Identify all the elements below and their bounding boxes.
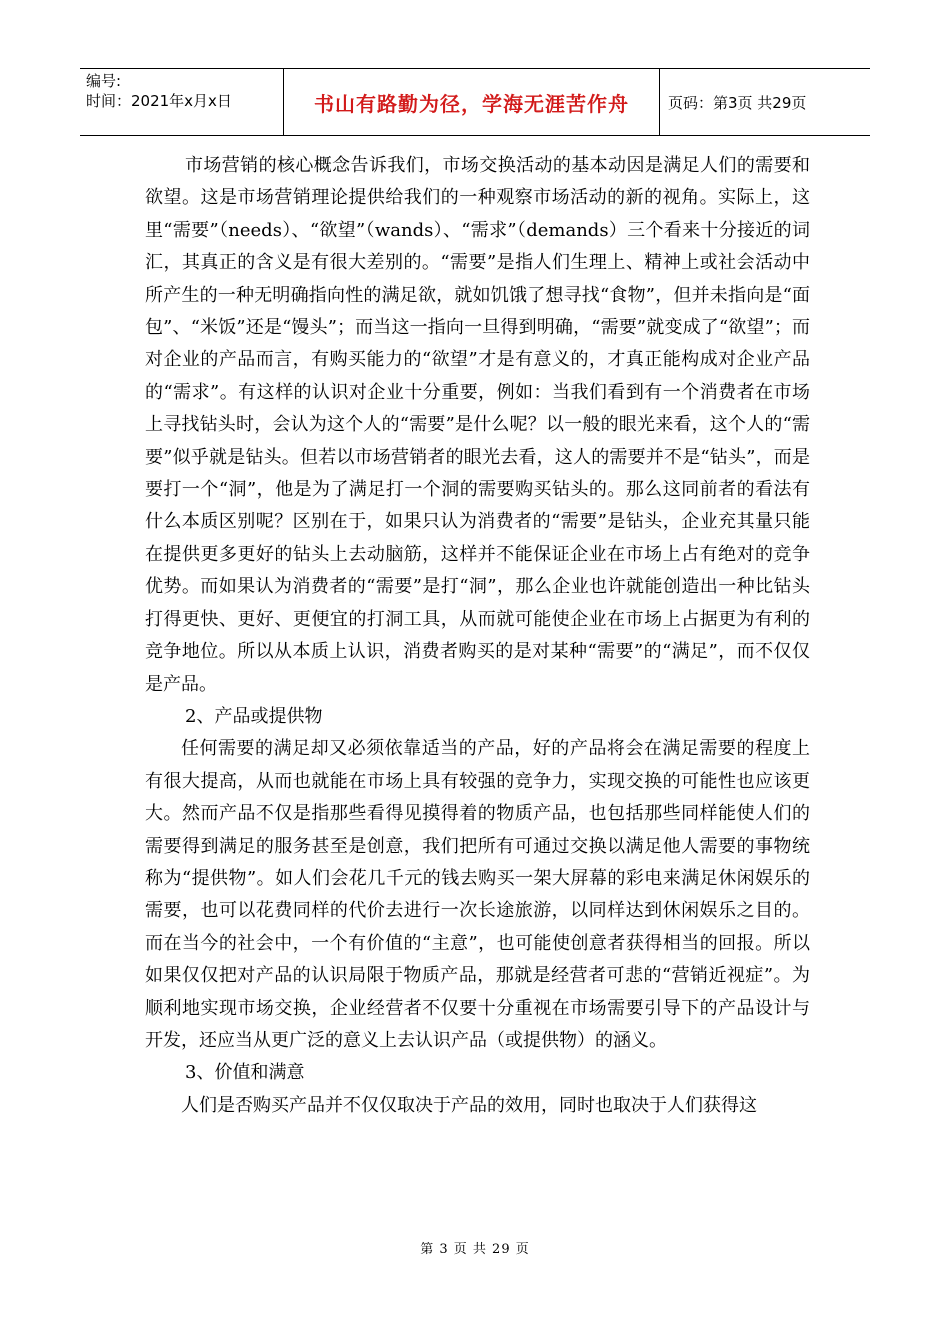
header-right-cell bbox=[660, 69, 870, 135]
paragraph-needs: 市场营销的核心概念告诉我们，市场交换活动的基本动因是满足人们的需要和欲望。这是市场营销理论提供给我们的一种观察市场活动的新的视角。实际上，这里“需要”（needs）、“欲望”（wands）、“需求”（demands）三个看来十分接近的词汇，其真正的含义是有很大差别的。“需要”是指人们生理上、精神上或社会活动中所产生的一种无明确指向性的满足欲，就如饥饿了想寻找“食物”，但并未指向是“面包”、“米饭”还是“馒头”；而当这一指向一旦得到明确，“需要”就变成了“欲望”；而对企业的产品而言，有购买能力的“欲望”才是有意义的，才真正能构成对企业产品的“需求”。有这样的认识对企业十分重要，例如：当我们看到有一个消费者在市场上寻找钻头时，会认为这个人的“需要”是什么呢？以一般的眼光来看，这个人的“需要”似乎就是钻头。但若以市场营销者的眼光去看，这人的需要并不是“钻头”，而是要打一个“洞”，他是为了满足打一个洞的需要购买钻头的。那么这同前者的看法有什么本质区别呢？区别在于，如果只认为消费者的“需要”是钻头，企业充其量只能在提供更多更好的钻头上去动脑筋，这样并不能保证企业在市场上占有绝对的竞争优势。而如果认为消费者的“需要”是打“洞”，那么企业也许就能创造出一种比钻头打得更快、更好、更便宜的打洞工具，从而就可能使企业在市场上占据更为有利的竞争地位。所以从本质上认识，消费者购买的是对某种“需要”的“满足”，而不仅仅是产品。 bbox=[145, 155, 810, 695]
time-label: 时间：2021年x月x日 bbox=[86, 92, 232, 110]
paragraph-products: 任何需要的满足却又必须依靠适当的产品，好的产品将会在满足需要的程度上有很大提高，从而也就能在市场上具有较强的竞争力，实现交换的可能性也应该更大。然而产品不仅是指那些看得见摸得着的物质产品，也包括那些同样能使人们的需要得到满足的服务甚至是创意，我们把所有可通过交换以满足他人需要的事物统称为“提供物”。如人们会花几千元的钱去购买一架大屏幕的彩电来满足休闲娱乐的需要，也可以花费同样的代价去进行一次长途旅游，以同样达到休闲娱乐之目的。而在当今的社会中，一个有价值的“主意”，也可能使创意者获得相当的回报。所以如果仅仅把对产品的认识局限于物质产品，那就是经营者可悲的“营销近视症”。为顺利地实现市场交换，企业经营者不仅要十分重视在市场需要引导下的产品设计与开发，还应当从更广泛的意义上去认识产品（或提供物）的涵义。 bbox=[145, 738, 810, 1051]
section-heading-value: 3、价值和满意 bbox=[185, 1062, 305, 1084]
document-body bbox=[145, 150, 810, 1122]
page-footer: 第 3 页 共 29 页 bbox=[420, 1242, 530, 1257]
number-label: 编号: bbox=[86, 72, 122, 90]
paragraph-value: 人们是否购买产品并不仅仅取决于产品的效用，同时也取决于人们获得这 bbox=[181, 1094, 757, 1116]
header-table bbox=[80, 68, 870, 136]
page-label: 页码：第3页 共29页 bbox=[668, 93, 807, 112]
header-left-cell bbox=[80, 69, 283, 135]
header-middle-cell bbox=[283, 69, 660, 135]
section-heading-products: 2、产品或提供物 bbox=[185, 705, 323, 727]
motto-text: 书山有路勤为径，学海无涯苦作舟 bbox=[314, 91, 629, 116]
